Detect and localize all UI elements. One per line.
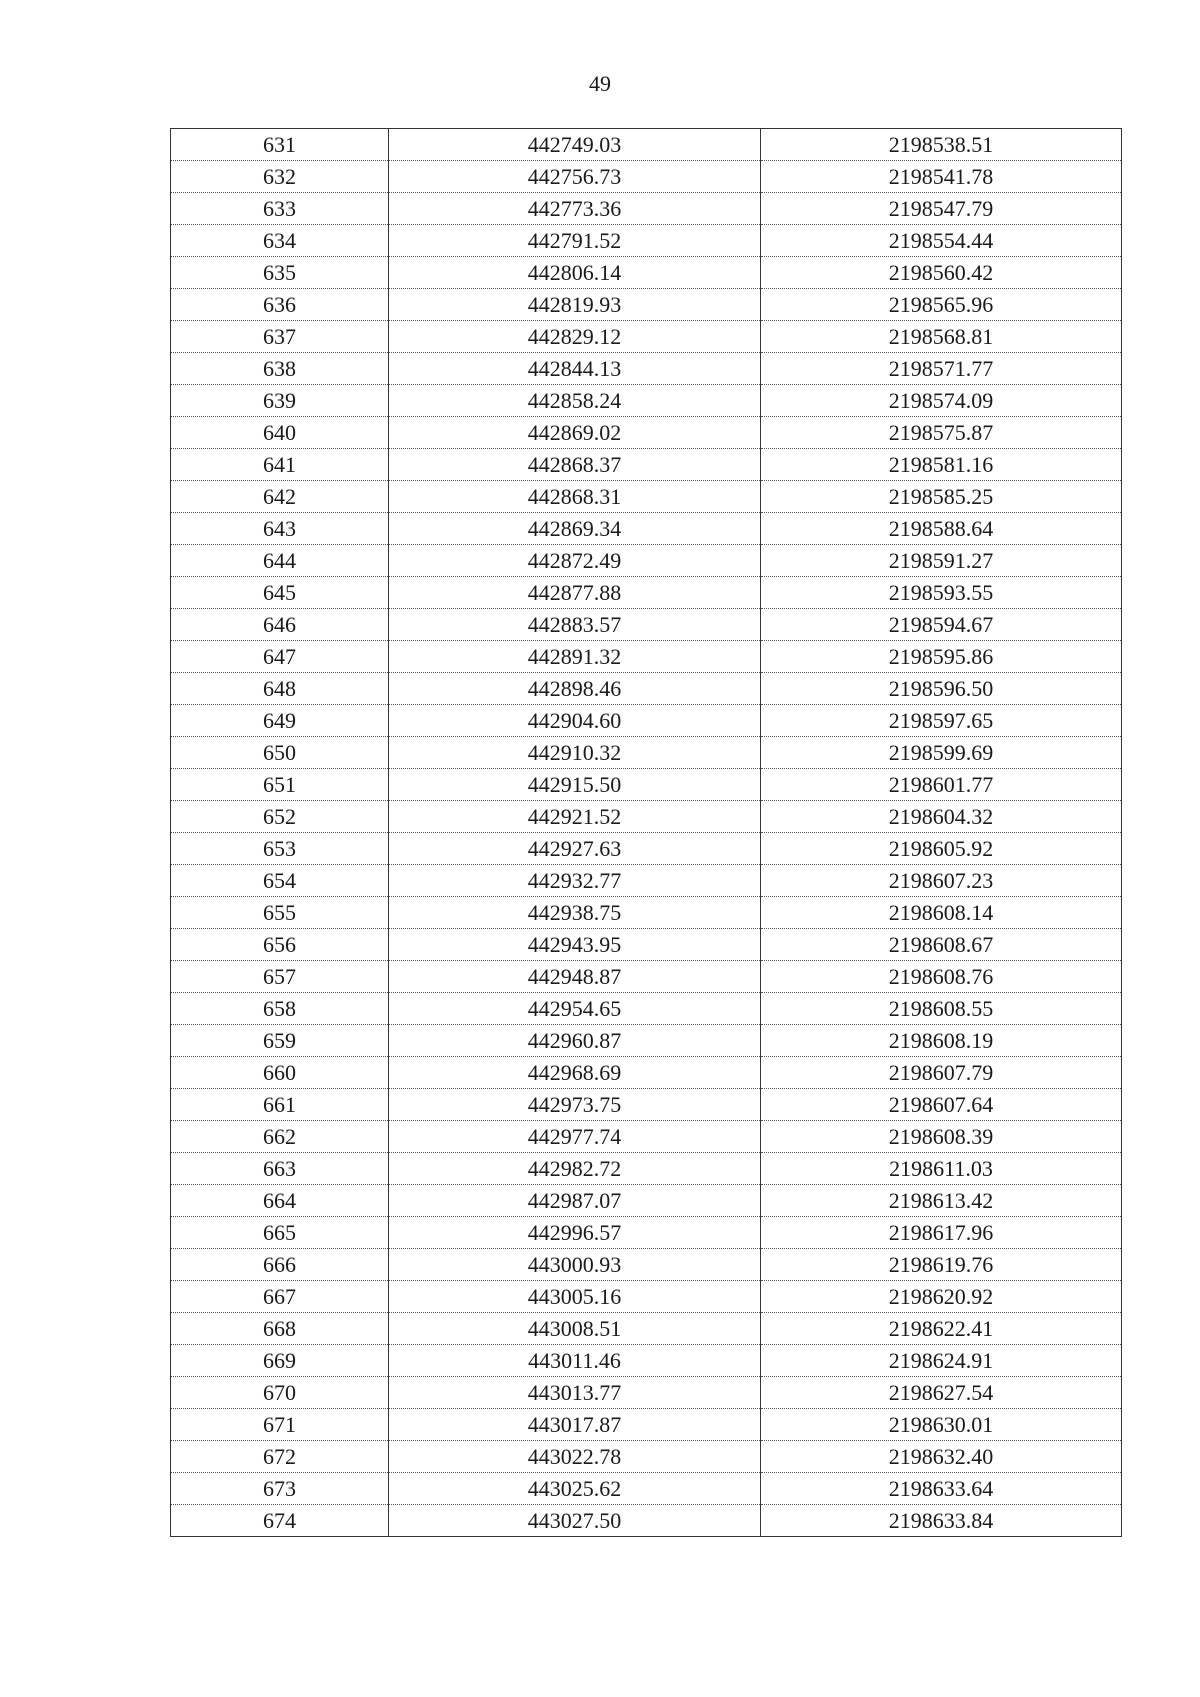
point-number-cell: 664 — [171, 1185, 389, 1217]
table-row — [171, 385, 1122, 417]
y-coordinate-cell: 2198554.44 — [761, 225, 1122, 257]
table-row — [171, 193, 1122, 225]
x-coordinate-cell: 442868.31 — [389, 481, 761, 513]
y-coordinate-cell: 2198574.09 — [761, 385, 1122, 417]
point-number-cell: 637 — [171, 321, 389, 353]
point-number-cell: 667 — [171, 1281, 389, 1313]
x-coordinate-cell: 442968.69 — [389, 1057, 761, 1089]
table-row — [171, 641, 1122, 673]
point-number-cell: 653 — [171, 833, 389, 865]
x-coordinate-cell: 442868.37 — [389, 449, 761, 481]
point-number-cell: 644 — [171, 545, 389, 577]
point-number-cell: 655 — [171, 897, 389, 929]
point-number-cell: 674 — [171, 1505, 389, 1537]
page-number: 49 — [589, 71, 611, 96]
y-coordinate-cell: 2198633.64 — [761, 1473, 1122, 1505]
point-number-cell: 650 — [171, 737, 389, 769]
point-number-cell: 672 — [171, 1441, 389, 1473]
point-number-cell: 649 — [171, 705, 389, 737]
table-row — [171, 1281, 1122, 1313]
point-number-cell: 647 — [171, 641, 389, 673]
y-coordinate-cell: 2198585.25 — [761, 481, 1122, 513]
point-number-cell: 666 — [171, 1249, 389, 1281]
y-coordinate-cell: 2198565.96 — [761, 289, 1122, 321]
point-number-cell: 631 — [171, 129, 389, 161]
table-row — [171, 289, 1122, 321]
y-coordinate-cell: 2198617.96 — [761, 1217, 1122, 1249]
y-coordinate-cell: 2198568.81 — [761, 321, 1122, 353]
y-coordinate-cell: 2198594.67 — [761, 609, 1122, 641]
point-number-cell: 663 — [171, 1153, 389, 1185]
table-row — [171, 577, 1122, 609]
y-coordinate-cell: 2198627.54 — [761, 1377, 1122, 1409]
x-coordinate-cell: 442872.49 — [389, 545, 761, 577]
point-number-cell: 641 — [171, 449, 389, 481]
table-row — [171, 769, 1122, 801]
x-coordinate-cell: 442943.95 — [389, 929, 761, 961]
table-row — [171, 1057, 1122, 1089]
x-coordinate-cell: 442982.72 — [389, 1153, 761, 1185]
table-row — [171, 257, 1122, 289]
y-coordinate-cell: 2198607.23 — [761, 865, 1122, 897]
x-coordinate-cell: 442749.03 — [389, 129, 761, 161]
point-number-cell: 643 — [171, 513, 389, 545]
x-coordinate-cell: 442869.02 — [389, 417, 761, 449]
x-coordinate-cell: 443011.46 — [389, 1345, 761, 1377]
x-coordinate-cell: 442869.34 — [389, 513, 761, 545]
x-coordinate-cell: 442948.87 — [389, 961, 761, 993]
table-row — [171, 1153, 1122, 1185]
x-coordinate-cell: 442921.52 — [389, 801, 761, 833]
x-coordinate-cell: 442996.57 — [389, 1217, 761, 1249]
y-coordinate-cell: 2198560.42 — [761, 257, 1122, 289]
x-coordinate-cell: 442904.60 — [389, 705, 761, 737]
point-number-cell: 671 — [171, 1409, 389, 1441]
x-coordinate-cell: 442915.50 — [389, 769, 761, 801]
y-coordinate-cell: 2198624.91 — [761, 1345, 1122, 1377]
y-coordinate-cell: 2198541.78 — [761, 161, 1122, 193]
point-number-cell: 659 — [171, 1025, 389, 1057]
point-number-cell: 656 — [171, 929, 389, 961]
point-number-cell: 652 — [171, 801, 389, 833]
table-row — [171, 961, 1122, 993]
y-coordinate-cell: 2198619.76 — [761, 1249, 1122, 1281]
point-number-cell: 632 — [171, 161, 389, 193]
y-coordinate-cell: 2198595.86 — [761, 641, 1122, 673]
point-number-cell: 635 — [171, 257, 389, 289]
point-number-cell: 648 — [171, 673, 389, 705]
table-row — [171, 1345, 1122, 1377]
table-row — [171, 417, 1122, 449]
y-coordinate-cell: 2198547.79 — [761, 193, 1122, 225]
table-row — [171, 129, 1122, 161]
point-number-cell: 634 — [171, 225, 389, 257]
x-coordinate-cell: 443027.50 — [389, 1505, 761, 1537]
x-coordinate-cell: 442773.36 — [389, 193, 761, 225]
y-coordinate-cell: 2198601.77 — [761, 769, 1122, 801]
x-coordinate-cell: 443000.93 — [389, 1249, 761, 1281]
table-row — [171, 897, 1122, 929]
table-row — [171, 1217, 1122, 1249]
y-coordinate-cell: 2198581.16 — [761, 449, 1122, 481]
table-row — [171, 673, 1122, 705]
x-coordinate-cell: 442806.14 — [389, 257, 761, 289]
table-row — [171, 225, 1122, 257]
point-number-cell: 668 — [171, 1313, 389, 1345]
table-row — [171, 1249, 1122, 1281]
point-number-cell: 657 — [171, 961, 389, 993]
point-number-cell: 642 — [171, 481, 389, 513]
table-row — [171, 481, 1122, 513]
point-number-cell: 661 — [171, 1089, 389, 1121]
y-coordinate-cell: 2198588.64 — [761, 513, 1122, 545]
y-coordinate-cell: 2198607.79 — [761, 1057, 1122, 1089]
x-coordinate-cell: 442791.52 — [389, 225, 761, 257]
y-coordinate-cell: 2198593.55 — [761, 577, 1122, 609]
point-number-cell: 639 — [171, 385, 389, 417]
x-coordinate-cell: 443005.16 — [389, 1281, 761, 1313]
point-number-cell: 660 — [171, 1057, 389, 1089]
table-row — [171, 449, 1122, 481]
table-row — [171, 1313, 1122, 1345]
y-coordinate-cell: 2198622.41 — [761, 1313, 1122, 1345]
y-coordinate-cell: 2198608.55 — [761, 993, 1122, 1025]
x-coordinate-cell: 442960.87 — [389, 1025, 761, 1057]
y-coordinate-cell: 2198633.84 — [761, 1505, 1122, 1537]
x-coordinate-cell: 442927.63 — [389, 833, 761, 865]
x-coordinate-cell: 442858.24 — [389, 385, 761, 417]
point-number-cell: 658 — [171, 993, 389, 1025]
table-row — [171, 833, 1122, 865]
table-row — [171, 929, 1122, 961]
x-coordinate-cell: 442938.75 — [389, 897, 761, 929]
y-coordinate-cell: 2198591.27 — [761, 545, 1122, 577]
point-number-cell: 665 — [171, 1217, 389, 1249]
x-coordinate-cell: 442819.93 — [389, 289, 761, 321]
x-coordinate-cell: 443025.62 — [389, 1473, 761, 1505]
point-number-cell: 636 — [171, 289, 389, 321]
y-coordinate-cell: 2198599.69 — [761, 737, 1122, 769]
x-coordinate-cell: 443013.77 — [389, 1377, 761, 1409]
table-row — [171, 353, 1122, 385]
x-coordinate-cell: 442829.12 — [389, 321, 761, 353]
table-row — [171, 1505, 1122, 1537]
y-coordinate-cell: 2198571.77 — [761, 353, 1122, 385]
y-coordinate-cell: 2198596.50 — [761, 673, 1122, 705]
y-coordinate-cell: 2198608.14 — [761, 897, 1122, 929]
point-number-cell: 640 — [171, 417, 389, 449]
table-row — [171, 321, 1122, 353]
table-row — [171, 1409, 1122, 1441]
x-coordinate-cell: 442932.77 — [389, 865, 761, 897]
x-coordinate-cell: 443022.78 — [389, 1441, 761, 1473]
coordinate-table-body — [171, 129, 1122, 1537]
table-row — [171, 993, 1122, 1025]
point-number-cell: 633 — [171, 193, 389, 225]
y-coordinate-cell: 2198630.01 — [761, 1409, 1122, 1441]
coordinate-table — [170, 128, 1122, 1537]
table-row — [171, 1441, 1122, 1473]
point-number-cell: 669 — [171, 1345, 389, 1377]
y-coordinate-cell: 2198607.64 — [761, 1089, 1122, 1121]
x-coordinate-cell: 442973.75 — [389, 1089, 761, 1121]
x-coordinate-cell: 442898.46 — [389, 673, 761, 705]
y-coordinate-cell: 2198575.87 — [761, 417, 1122, 449]
x-coordinate-cell: 443017.87 — [389, 1409, 761, 1441]
y-coordinate-cell: 2198608.67 — [761, 929, 1122, 961]
x-coordinate-cell: 442883.57 — [389, 609, 761, 641]
table-row — [171, 545, 1122, 577]
table-row — [171, 513, 1122, 545]
table-row — [171, 1089, 1122, 1121]
point-number-cell: 654 — [171, 865, 389, 897]
x-coordinate-cell: 442756.73 — [389, 161, 761, 193]
x-coordinate-cell: 442910.32 — [389, 737, 761, 769]
table-row — [171, 705, 1122, 737]
x-coordinate-cell: 442844.13 — [389, 353, 761, 385]
y-coordinate-cell: 2198608.39 — [761, 1121, 1122, 1153]
table-row — [171, 1185, 1122, 1217]
y-coordinate-cell: 2198538.51 — [761, 129, 1122, 161]
y-coordinate-cell: 2198597.65 — [761, 705, 1122, 737]
x-coordinate-cell: 442977.74 — [389, 1121, 761, 1153]
y-coordinate-cell: 2198632.40 — [761, 1441, 1122, 1473]
point-number-cell: 638 — [171, 353, 389, 385]
y-coordinate-cell: 2198608.76 — [761, 961, 1122, 993]
point-number-cell: 662 — [171, 1121, 389, 1153]
x-coordinate-cell: 442954.65 — [389, 993, 761, 1025]
table-row — [171, 737, 1122, 769]
table-row — [171, 609, 1122, 641]
point-number-cell: 673 — [171, 1473, 389, 1505]
point-number-cell: 651 — [171, 769, 389, 801]
x-coordinate-cell: 442987.07 — [389, 1185, 761, 1217]
x-coordinate-cell: 442891.32 — [389, 641, 761, 673]
table-row — [171, 1121, 1122, 1153]
y-coordinate-cell: 2198620.92 — [761, 1281, 1122, 1313]
y-coordinate-cell: 2198613.42 — [761, 1185, 1122, 1217]
y-coordinate-cell: 2198608.19 — [761, 1025, 1122, 1057]
table-row — [171, 801, 1122, 833]
y-coordinate-cell: 2198611.03 — [761, 1153, 1122, 1185]
y-coordinate-cell: 2198604.32 — [761, 801, 1122, 833]
point-number-cell: 646 — [171, 609, 389, 641]
table-row — [171, 1025, 1122, 1057]
y-coordinate-cell: 2198605.92 — [761, 833, 1122, 865]
point-number-cell: 670 — [171, 1377, 389, 1409]
point-number-cell: 645 — [171, 577, 389, 609]
table-row — [171, 1377, 1122, 1409]
table-row — [171, 1473, 1122, 1505]
x-coordinate-cell: 443008.51 — [389, 1313, 761, 1345]
table-row — [171, 161, 1122, 193]
table-row — [171, 865, 1122, 897]
x-coordinate-cell: 442877.88 — [389, 577, 761, 609]
